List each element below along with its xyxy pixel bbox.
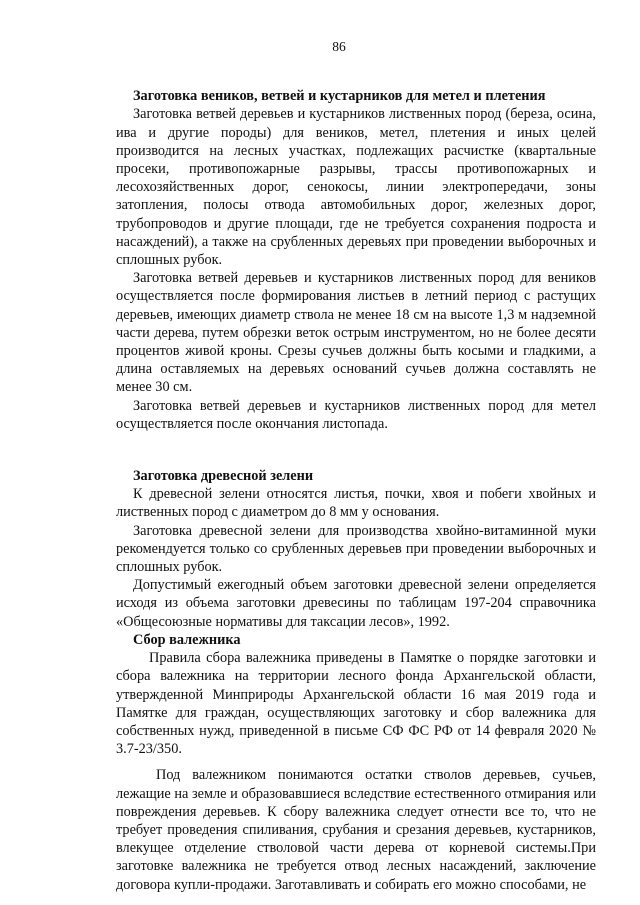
section-spacer bbox=[116, 433, 596, 467]
paragraph: Заготовка ветвей деревьев и кустарников лиственных пород для метел осуществляется после окончания листопада. bbox=[116, 397, 596, 432]
section-heading-deadwood: Сбор валежника bbox=[133, 631, 241, 648]
paragraph: К древесной зелени относятся листья, почки, хвоя и побеги хвойных и лиственных пород с диаметром до 8 мм у основания. bbox=[116, 486, 596, 521]
paragraph: Заготовка ветвей деревьев и кустарников лиственных пород (береза, осина, ива и другие породы) для веников, метел, плетения и иных целей производится на лесных участках, подлежащих расчистке (квартальные просеки, противопожарные разрывы, трассы противопожарных и лесохозяйственных дорог, сенокосы, линии электропередачи, зоны затопления, полосы отвода автомобильных дорог, железных дорог, трубопроводов и другие площади, где не требуется сохранения подроста и насаждений), а также на срубленных деревьях при проведении выборочных и сплошных рубок. bbox=[116, 106, 596, 269]
paragraph: Допустимый ежегодный объем заготовки древесной зелени определяется исходя из объема заготовки древесины по таблицам 197-204 справочника «Общесоюзные нормативы для таксации лесов», 1992. bbox=[116, 577, 596, 630]
page-number: 86 bbox=[332, 39, 346, 54]
section-heading-brooms: Заготовка веников, ветвей и кустарников для метел и плетения bbox=[133, 88, 546, 105]
section-heading-greenery: Заготовка древесной зелени bbox=[133, 468, 314, 485]
paragraph: Заготовка ветвей деревьев и кустарников лиственных пород для веников осуществляется после формирования листьев в летний период с растущих деревьев, имеющих диаметр ствола не менее 18 см на высоте 1,3 м надземной части дерева, путем обрезки веток острым инструментом, но не более десяти процентов живой кроны. Срезы сучьев должны быть косыми и гладкими, а длина оставляемых на деревьях оснований сучьев должна составлять не менее 30 см. bbox=[116, 270, 596, 396]
paragraph: Под валежником понимаются остатки стволов деревьев, сучьев, лежащие на земле и образовавшиеся вследствие естественного отмирания или повреждения деревьев. К сбору валежника следует отнести все то, что не требует проведения спиливания, срубания и срезания деревьев, кустарников, влекущее отделение стволовой части дерева от корневой системы.При заготовке валежника не требуется отвод лесных насаждений, заключение договора купли-продажи. Заготавливать и собирать его можно способами, не bbox=[116, 767, 596, 893]
paragraph: Заготовка древесной зелени для производства хвойно-витаминной муки рекомендуется только со срубленных деревьев при проведении выборочных и сплошных рубок. bbox=[116, 522, 596, 576]
paragraph: Правила сбора валежника приведены в Памятке о порядке заготовки и сбора валежника на территории лесного фонда Архангельской области, утвержденной Минприроды Архангельской области 16 мая 2019 года и Памятке для граждан, осуществляющих заготовку и сбор валежника для собственных нужд, приведенной в письме СФ ФС РФ от 14 февраля 2020 № 3.7-23/350. bbox=[116, 650, 596, 758]
